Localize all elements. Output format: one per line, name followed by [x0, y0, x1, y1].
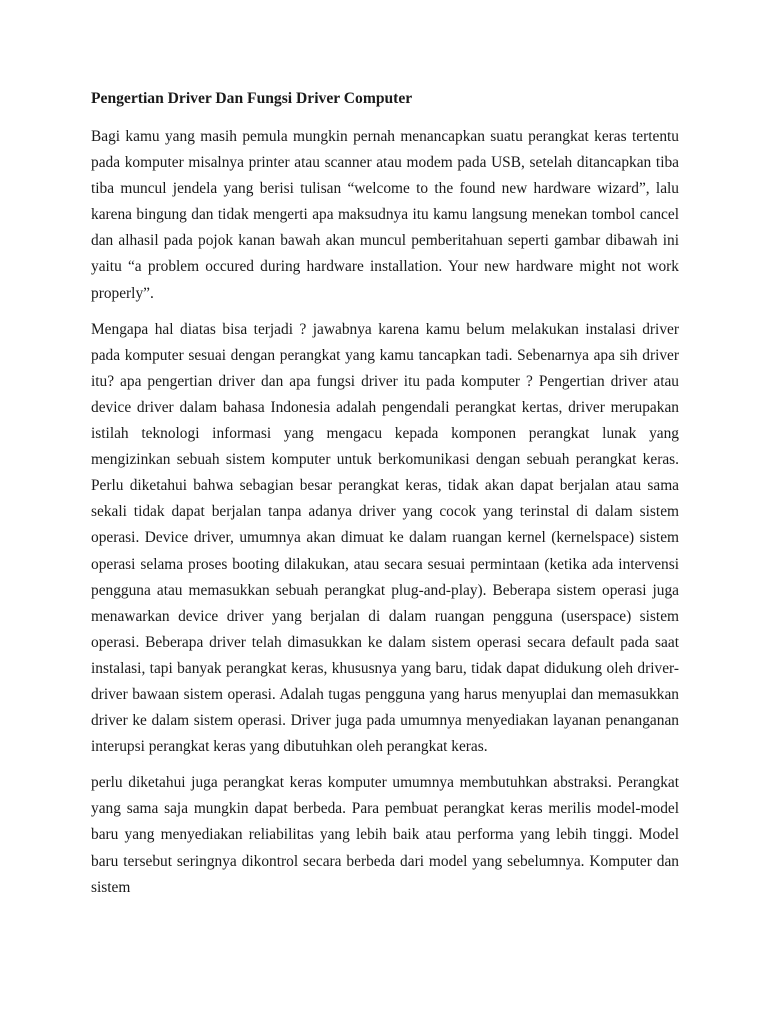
paragraph-hardware-abstraction: perlu diketahui juga perangkat keras komputer umumnya membutuhkan abstraksi. Perangkat yang sama saja mungkin dapat berbeda. Para pembuat perangkat keras merilis model-model baru yang menyediakan reliabilitas yang lebih baik atau performa yang lebih tinggi. Model baru tersebut seringnya dikontrol secara berbeda dari model yang sebelumnya. Komputer dan sistem [91, 774, 679, 896]
paragraph-intro: Bagi kamu yang masih pemula mungkin pernah menancapkan suatu perangkat keras tertentu pada komputer misalnya printer atau scanner atau modem pada USB, setelah ditancapkan tiba tiba muncul jendela yang berisi tulisan “welcome to the found new hardware wizard”, lalu karena bingung dan tidak mengerti apa maksudnya itu kamu langsung menekan tombol cancel dan alhasil pada pojok kanan bawah akan muncul pemberitahuan seperti gambar dibawah ini yaitu “a problem occured during hardware installation. Your new hardware might not work properly”. [91, 128, 679, 302]
document-title: Pengertian Driver Dan Fungsi Driver Computer [91, 90, 413, 107]
document-page [91, 88, 679, 901]
paragraph-driver-definition: Mengapa hal diatas bisa terjadi ? jawabnya karena kamu belum melakukan instalasi driver pada komputer sesuai dengan perangkat yang kamu tancapkan tadi. Sebenarnya apa sih driver itu? apa pengertian driver dan apa fungsi driver itu pada komputer ? Pengertian driver atau device driver dalam bahasa Indonesia adalah pengendali perangkat kertas, driver merupakan istilah teknologi informasi yang mengacu kepada komponen perangkat lunak yang mengizinkan sebuah sistem komputer untuk berkomunikasi dengan sebuah perangkat keras. Perlu diketahui bahwa sebagian besar perangkat keras, tidak akan dapat berjalan atau sama sekali tidak dapat berjalan tanpa adanya driver yang cocok yang terinstal di dalam sistem operasi. Device driver, umumnya akan dimuat ke dalam ruangan kernel (kernelspace) sistem operasi selama proses booting dilakukan, atau secara sesuai permintaan (ketika ada intervensi pengguna atau memasukkan sebuah perangkat plug-and-play). Beberapa sistem operasi juga menawarkan device driver yang berjalan di dalam ruangan pengguna (userspace) sistem operasi. Beberapa driver telah dimasukkan ke dalam sistem operasi secara default pada saat instalasi, tapi banyak perangkat keras, khususnya yang baru, tidak dapat didukung oleh driver-driver bawaan sistem operasi. Adalah tugas pengguna yang harus menyuplai dan memasukkan driver ke dalam sistem operasi. Driver juga pada umumnya menyediakan layanan penanganan interupsi perangkat keras yang dibutuhkan oleh perangkat keras. [91, 320, 679, 756]
